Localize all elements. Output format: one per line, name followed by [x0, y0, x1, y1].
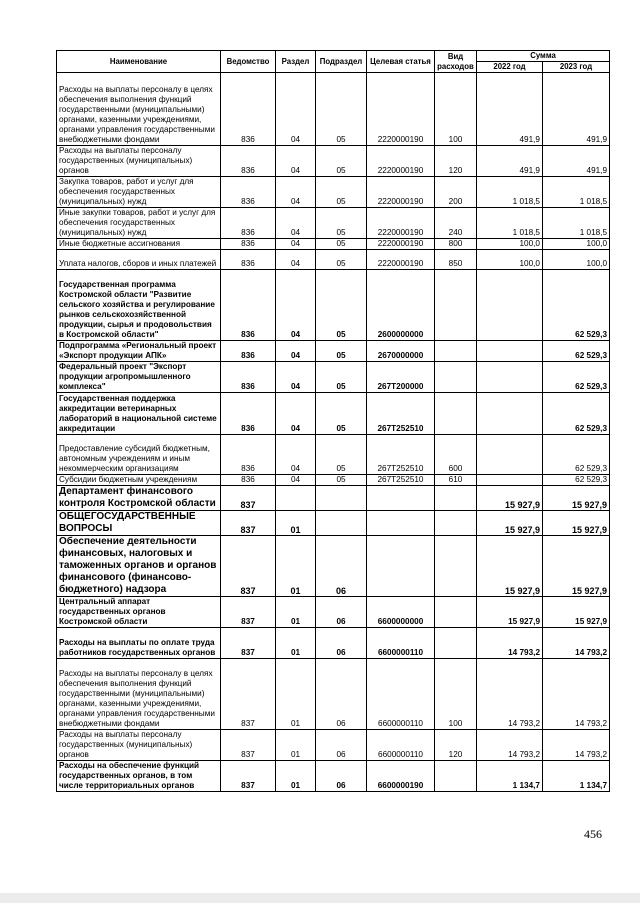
cell-subsection: 06: [316, 730, 367, 761]
table-row: [57, 208, 610, 239]
cell-dept: 837: [221, 511, 276, 536]
cell-name: Расходы на выплаты персоналу в целях обеспечения выполнения функций государственными (муниципальными) органами, казенными учреждениями, органами управления государственными внебюджетными фондами: [57, 659, 221, 730]
cell-target: 267T252510: [367, 435, 435, 475]
cell-y2022: [477, 475, 543, 486]
cell-expense: 240: [435, 208, 477, 239]
col-header-2023: 2023 год: [543, 62, 610, 73]
table-row: [57, 511, 610, 536]
cell-subsection: [316, 511, 367, 536]
cell-dept: 837: [221, 536, 276, 597]
cell-target: [367, 511, 435, 536]
col-header-subsection: Подраздел: [316, 51, 367, 73]
cell-section: 01: [276, 730, 316, 761]
cell-y2022: 15 927,9: [477, 597, 543, 628]
cell-y2023: 491,9: [543, 146, 610, 177]
cell-subsection: 05: [316, 73, 367, 146]
cell-name: Расходы на обеспечение функций государственных органов, в том числе территориальных органов: [57, 761, 221, 792]
cell-dept: 837: [221, 761, 276, 792]
cell-subsection: 05: [316, 475, 367, 486]
cell-expense: [435, 393, 477, 435]
col-header-sum: Сумма: [477, 51, 610, 62]
cell-subsection: 05: [316, 341, 367, 362]
cell-name: Федеральный проект "Экспорт продукции агропромышленного комплекса": [57, 362, 221, 393]
cell-expense: 100: [435, 659, 477, 730]
table-row: [57, 761, 610, 792]
cell-name: Иные закупки товаров, работ и услуг для обеспечения государственных (муниципальных) нужд: [57, 208, 221, 239]
cell-expense: [435, 486, 477, 511]
cell-section: 01: [276, 511, 316, 536]
cell-section: 04: [276, 341, 316, 362]
cell-subsection: 06: [316, 761, 367, 792]
cell-y2022: [477, 435, 543, 475]
cell-name: Закупка товаров, работ и услуг для обеспечения государственных (муниципальных) нужд: [57, 177, 221, 208]
cell-section: [276, 486, 316, 511]
table-row: [57, 177, 610, 208]
col-header-2022: 2022 год: [477, 62, 543, 73]
cell-y2022: [477, 393, 543, 435]
cell-target: 6600000110: [367, 659, 435, 730]
cell-name: Расходы на выплаты персоналу государственных (муниципальных) органов: [57, 730, 221, 761]
cell-expense: 600: [435, 435, 477, 475]
cell-y2023: 14 793,2: [543, 628, 610, 659]
table-row: [57, 270, 610, 341]
col-header-target: Целевая статья: [367, 51, 435, 73]
cell-target: 2220000190: [367, 250, 435, 270]
cell-subsection: [316, 486, 367, 511]
bottom-strip: [0, 893, 640, 903]
cell-name: Иные бюджетные ассигнования: [57, 239, 221, 250]
cell-section: 04: [276, 239, 316, 250]
cell-dept: 836: [221, 435, 276, 475]
cell-subsection: 06: [316, 659, 367, 730]
cell-name: Государственная поддержка аккредитации ветеринарных лабораторий в национальной системе аккредитации: [57, 393, 221, 435]
page-number: 456: [584, 827, 602, 841]
cell-dept: 836: [221, 393, 276, 435]
cell-y2023: 1 018,5: [543, 208, 610, 239]
cell-dept: 836: [221, 270, 276, 341]
table-body: [57, 73, 610, 792]
table-row: [57, 659, 610, 730]
cell-section: 04: [276, 250, 316, 270]
col-header-expense: Вид расходов: [435, 51, 477, 73]
cell-y2023: 62 529,3: [543, 270, 610, 341]
cell-section: 01: [276, 659, 316, 730]
cell-expense: [435, 511, 477, 536]
table-row: [57, 362, 610, 393]
cell-y2022: 1 018,5: [477, 177, 543, 208]
table-row: [57, 536, 610, 597]
cell-y2023: 15 927,9: [543, 536, 610, 597]
cell-name: Предоставление субсидий бюджетным, автономным учреждениям и иным некоммерческим организациям: [57, 435, 221, 475]
cell-y2023: 62 529,3: [543, 475, 610, 486]
cell-name: Уплата налогов, сборов и иных платежей: [57, 250, 221, 270]
table-row: [57, 628, 610, 659]
cell-y2022: 14 793,2: [477, 659, 543, 730]
table-row: [57, 73, 610, 146]
cell-y2022: 100,0: [477, 239, 543, 250]
budget-table: [56, 50, 610, 792]
cell-y2023: 62 529,3: [543, 341, 610, 362]
cell-y2023: 1 018,5: [543, 177, 610, 208]
table-row: [57, 435, 610, 475]
cell-target: [367, 536, 435, 597]
cell-target: 6600000190: [367, 761, 435, 792]
table-row: [57, 486, 610, 511]
cell-dept: 836: [221, 475, 276, 486]
cell-dept: 837: [221, 597, 276, 628]
cell-dept: 836: [221, 250, 276, 270]
col-header-section: Раздел: [276, 51, 316, 73]
cell-name: Подпрограмма «Региональный проект «Экспорт продукции АПК»: [57, 341, 221, 362]
cell-section: 04: [276, 270, 316, 341]
cell-dept: 836: [221, 239, 276, 250]
cell-target: 267T200000: [367, 362, 435, 393]
cell-subsection: 05: [316, 362, 367, 393]
cell-expense: [435, 362, 477, 393]
cell-expense: [435, 270, 477, 341]
cell-target: 2220000190: [367, 208, 435, 239]
cell-y2022: 15 927,9: [477, 511, 543, 536]
cell-y2023: 1 134,7: [543, 761, 610, 792]
cell-y2023: 100,0: [543, 250, 610, 270]
cell-y2022: [477, 270, 543, 341]
cell-dept: 836: [221, 177, 276, 208]
table-row: [57, 250, 610, 270]
cell-target: 267T252510: [367, 393, 435, 435]
cell-section: 04: [276, 177, 316, 208]
cell-section: 01: [276, 536, 316, 597]
cell-y2022: 15 927,9: [477, 536, 543, 597]
cell-target: 6600000000: [367, 597, 435, 628]
cell-dept: 837: [221, 628, 276, 659]
cell-name: Субсидии бюджетным учреждениям: [57, 475, 221, 486]
table-row: [57, 239, 610, 250]
cell-target: 2600000000: [367, 270, 435, 341]
cell-expense: [435, 761, 477, 792]
cell-dept: 836: [221, 73, 276, 146]
cell-expense: [435, 628, 477, 659]
cell-dept: 836: [221, 146, 276, 177]
cell-expense: 120: [435, 730, 477, 761]
cell-y2022: 100,0: [477, 250, 543, 270]
cell-name: Государственная программа Костромской области "Развитие сельского хозяйства и регулирование рынков сельскохозяйственной продукции, сырья и продовольствия в Костромской области": [57, 270, 221, 341]
cell-y2023: 14 793,2: [543, 730, 610, 761]
col-header-name: Наименование: [57, 51, 221, 73]
cell-expense: 800: [435, 239, 477, 250]
cell-y2022: 15 927,9: [477, 486, 543, 511]
cell-expense: 200: [435, 177, 477, 208]
cell-dept: 836: [221, 362, 276, 393]
cell-target: 2220000190: [367, 73, 435, 146]
cell-y2023: 62 529,3: [543, 393, 610, 435]
cell-section: 04: [276, 146, 316, 177]
cell-target: 2220000190: [367, 146, 435, 177]
cell-section: 04: [276, 73, 316, 146]
cell-target: [367, 486, 435, 511]
cell-expense: 850: [435, 250, 477, 270]
cell-name: Расходы на выплаты персоналу государственных (муниципальных) органов: [57, 146, 221, 177]
cell-expense: [435, 597, 477, 628]
cell-target: 267T252510: [367, 475, 435, 486]
table-row: [57, 730, 610, 761]
cell-subsection: 06: [316, 597, 367, 628]
cell-y2022: 491,9: [477, 146, 543, 177]
cell-y2023: 62 529,3: [543, 362, 610, 393]
table-row: [57, 341, 610, 362]
cell-y2022: [477, 362, 543, 393]
cell-name: Расходы на выплаты персоналу в целях обеспечения выполнения функций государственными (муниципальными) органами, казенными учреждениями, органами управления государственными внебюджетными фондами: [57, 73, 221, 146]
cell-subsection: 05: [316, 239, 367, 250]
cell-y2023: 15 927,9: [543, 511, 610, 536]
cell-expense: [435, 536, 477, 597]
cell-name: Обеспечение деятельности финансовых, налоговых и таможенных органов и органов финансового (финансово-бюджетного) надзора: [57, 536, 221, 597]
cell-section: 04: [276, 393, 316, 435]
cell-subsection: 06: [316, 628, 367, 659]
cell-subsection: 05: [316, 270, 367, 341]
cell-expense: [435, 341, 477, 362]
cell-y2022: 14 793,2: [477, 628, 543, 659]
cell-y2022: 1 134,7: [477, 761, 543, 792]
table-row: [57, 146, 610, 177]
table-row: [57, 597, 610, 628]
cell-expense: 610: [435, 475, 477, 486]
cell-subsection: 05: [316, 250, 367, 270]
cell-name: Департамент финансового контроля Костромской области: [57, 486, 221, 511]
cell-y2023: 62 529,3: [543, 435, 610, 475]
cell-section: 01: [276, 628, 316, 659]
col-header-dept: Ведомство: [221, 51, 276, 73]
cell-dept: 837: [221, 659, 276, 730]
cell-dept: 836: [221, 208, 276, 239]
cell-target: 2670000000: [367, 341, 435, 362]
cell-section: 04: [276, 362, 316, 393]
table-row: [57, 475, 610, 486]
cell-target: 2220000190: [367, 239, 435, 250]
cell-target: 2220000190: [367, 177, 435, 208]
cell-target: 6600000110: [367, 628, 435, 659]
cell-target: 6600000110: [367, 730, 435, 761]
cell-section: 04: [276, 475, 316, 486]
cell-dept: 836: [221, 341, 276, 362]
cell-subsection: 05: [316, 146, 367, 177]
cell-y2023: 14 793,2: [543, 659, 610, 730]
cell-expense: 100: [435, 73, 477, 146]
cell-dept: 837: [221, 486, 276, 511]
cell-section: 04: [276, 208, 316, 239]
cell-subsection: 05: [316, 208, 367, 239]
cell-y2022: 491,9: [477, 73, 543, 146]
cell-subsection: 05: [316, 393, 367, 435]
cell-y2023: 15 927,9: [543, 486, 610, 511]
cell-y2023: 491,9: [543, 73, 610, 146]
cell-subsection: 05: [316, 435, 367, 475]
cell-subsection: 06: [316, 536, 367, 597]
cell-y2023: 100,0: [543, 239, 610, 250]
cell-y2022: 1 018,5: [477, 208, 543, 239]
cell-name: Расходы на выплаты по оплате труда работников государственных органов: [57, 628, 221, 659]
cell-expense: 120: [435, 146, 477, 177]
table-row: [57, 393, 610, 435]
cell-y2022: [477, 341, 543, 362]
cell-y2023: 15 927,9: [543, 597, 610, 628]
cell-y2022: 14 793,2: [477, 730, 543, 761]
cell-name: ОБЩЕГОСУДАРСТВЕННЫЕ ВОПРОСЫ: [57, 511, 221, 536]
cell-subsection: 05: [316, 177, 367, 208]
cell-section: 01: [276, 761, 316, 792]
cell-name: Центральный аппарат государственных органов Костромской области: [57, 597, 221, 628]
cell-section: 01: [276, 597, 316, 628]
cell-section: 04: [276, 435, 316, 475]
cell-dept: 837: [221, 730, 276, 761]
